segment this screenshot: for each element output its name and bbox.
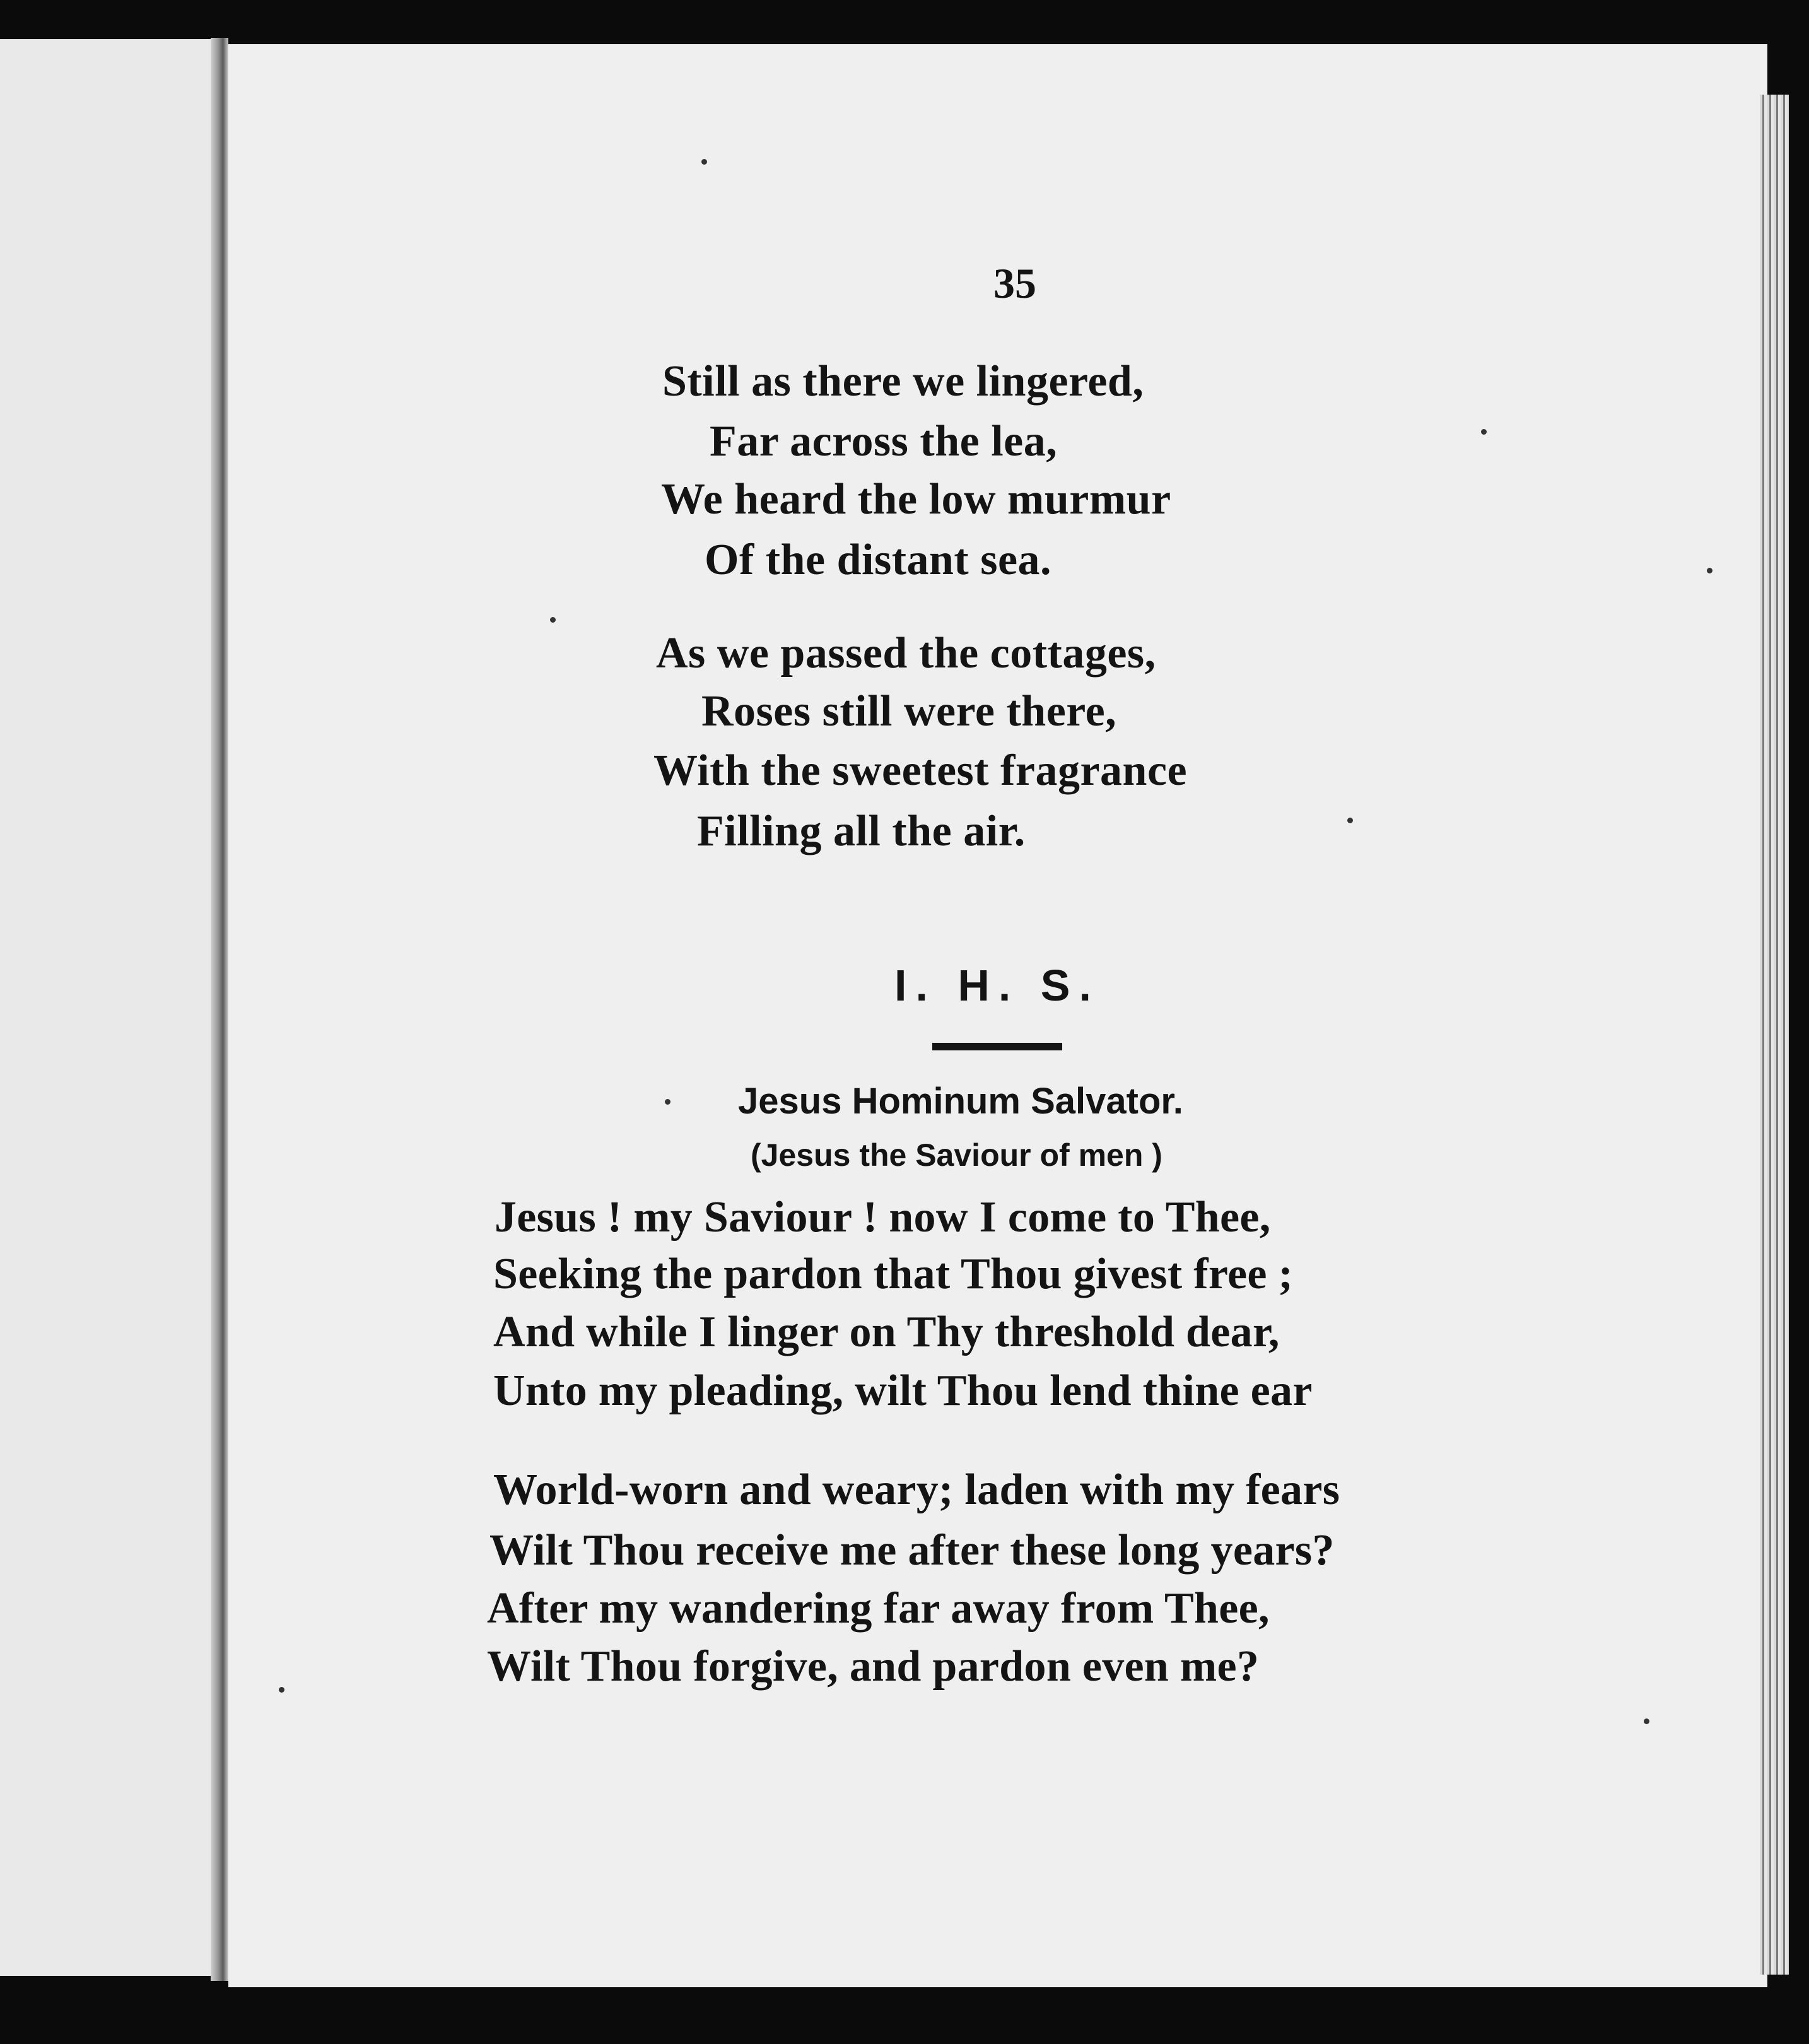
verse-line: After my wandering far away from Thee, bbox=[487, 1584, 1270, 1633]
scan-speck bbox=[1644, 1718, 1649, 1724]
verse-line: Seeking the pardon that Thou givest free ; bbox=[493, 1250, 1294, 1298]
scan-speck bbox=[1707, 568, 1712, 573]
verse-line: We heard the low murmur bbox=[661, 475, 1171, 524]
page-number: 35 bbox=[993, 259, 1036, 307]
verse-line: Wilt Thou forgive, and pardon even me? bbox=[487, 1642, 1260, 1691]
scan-speck bbox=[279, 1687, 284, 1693]
verse-line: As we passed the cottages, bbox=[656, 629, 1156, 678]
verse-line: And while I linger on Thy threshold dear, bbox=[493, 1308, 1280, 1356]
poem-translation: (Jesus the Saviour of men ) bbox=[751, 1137, 1162, 1173]
poem-title: I. H. S. bbox=[894, 961, 1100, 1010]
left-page-edge bbox=[0, 39, 220, 1976]
verse-line: Wilt Thou receive me after these long years? bbox=[489, 1526, 1335, 1575]
verse-line: With the sweetest fragrance bbox=[653, 746, 1188, 795]
verse-line: Unto my pleading, wilt Thou lend thine ear bbox=[493, 1366, 1313, 1415]
verse-line: Filling all the air. bbox=[697, 807, 1026, 855]
verse-line: Still as there we lingered, bbox=[662, 357, 1144, 406]
poem-subtitle: Jesus Hominum Salvator. bbox=[738, 1081, 1183, 1122]
verse-line: World-worn and weary; laden with my fears bbox=[493, 1465, 1340, 1514]
verse-line: Of the distant sea. bbox=[705, 536, 1052, 584]
book-gutter bbox=[211, 38, 228, 1981]
page-stack-edge bbox=[1760, 95, 1789, 1975]
scan-speck bbox=[550, 617, 556, 623]
scan-speck bbox=[665, 1099, 670, 1105]
book-page bbox=[228, 44, 1767, 1987]
verse-line: Roses still were there, bbox=[701, 687, 1117, 736]
title-rule bbox=[932, 1043, 1062, 1050]
verse-line: Jesus ! my Saviour ! now I come to Thee, bbox=[495, 1193, 1271, 1242]
scan-speck bbox=[1481, 429, 1487, 435]
scan-speck bbox=[701, 159, 707, 165]
scan-speck bbox=[1347, 818, 1353, 823]
verse-line: Far across the lea, bbox=[710, 417, 1058, 466]
